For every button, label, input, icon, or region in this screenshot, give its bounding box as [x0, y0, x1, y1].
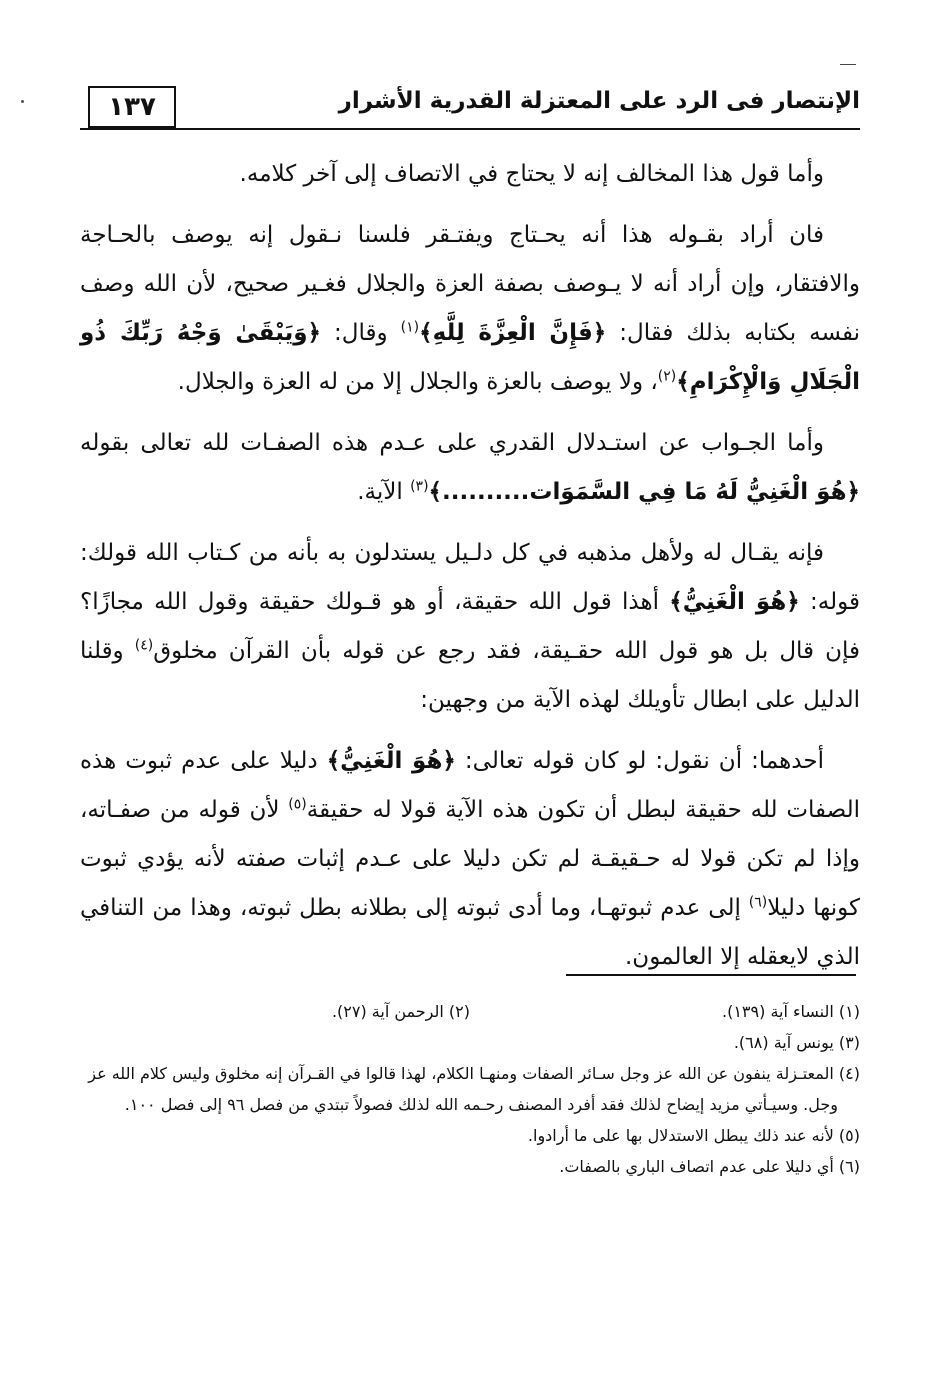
quran-verse: ﴿هُوَ الْغَنِيُّ﴾	[669, 589, 800, 615]
paragraph-1	[80, 150, 860, 199]
main-text	[80, 150, 860, 994]
paragraph-4-text-2: أهذا قول الله حقيقة، أو هو قـولك حقيقة وقول الله مجازًا؟ فإن قال بل هو قول الله حقـيقة، فقد رجع عن قوله بأن القرآن مخلوق	[80, 589, 861, 664]
paragraph-3-text-2: الآية.	[357, 479, 411, 505]
paragraph-2-text-1: فان أراد بقـوله هذا أنه يحـتاج ويفتـقر فلسنا نـقول إنه يوصف بالحـاجة والافتقار، وإن أراد أنه لا يـوصف بصفة العزة والجلال فغـير صحيح، لأن الله وصف نفسه بكتابه بذلك فقال:	[80, 222, 861, 346]
footnote-row	[80, 996, 860, 1027]
quran-verse: ﴿فَإِنَّ الْعِزَّةَ لِلَّهِ﴾	[419, 320, 607, 346]
footnote-5: (٥) لأنه عند ذلك يبطل الاستدلال بها على ما أرادوا.	[527, 1126, 860, 1145]
footnote-ref: (٢)	[657, 368, 677, 385]
quran-verse: ﴿هُوَ الْغَنِيُّ لَهُ مَا فِي السَّمَوَات..........﴾	[428, 479, 860, 505]
footnote-6: (٦) أي دليلا على عدم اتصاف الباري بالصفات.	[559, 1157, 860, 1176]
footnote-4: (٤) المعتـزلة ينفون عن الله عز وجل سـائر الصفات ومنهـا الكلام، لهذا قالوا في القـرآن إنه مخلوق وليس كلام الله عز وجل. وسيـأتي مزيد إيضاح لذلك فقد أفرد المصنف رحـمه الله لذلك فصولاً تبتدي من فصل ٩٦ إلى فصل ١٠٠.	[88, 1064, 860, 1114]
footnote-ref: (٤)	[134, 637, 154, 654]
header-rule	[80, 128, 860, 130]
paragraph-5-text-4: إلى عدم ثبوتهـا، وما أدى ثبوته إلى بطلانه بطل ثبوته، وهذا من التنافي الذي لايعقله إلا العالمون.	[80, 895, 860, 970]
quran-verse: ﴿وَيَبْقَىٰ وَجْهُ رَبِّكَ ذُو الْجَلَالِ وَالْإِكْرَامِ﴾	[80, 320, 860, 395]
top-mark	[840, 64, 856, 65]
paragraph-4	[80, 529, 860, 725]
footnote-3: (٣) يونس آية (٦٨).	[733, 1033, 860, 1052]
paragraph-5-text-2: دليلا على عدم ثبوت هذه الصفات لله حقيقة لبطل أن تكون هذه الآية قولا له حقيقة	[80, 748, 860, 823]
paragraph-5-text-1: أحدهما: أن نقول: لو كان قوله تعالى:	[455, 748, 824, 774]
footnote-1: (١) النساء آية (١٣٩).	[722, 1002, 860, 1021]
paragraph-4-text-3: وقلنا الدليل على ابطال تأويلك لهذه الآية من وجهين:	[80, 638, 860, 713]
footnote-ref: (٣)	[410, 478, 429, 495]
footnotes	[80, 996, 860, 1182]
running-title: الإنتصار فى الرد على المعتزلة القدرية الأشرار	[338, 88, 860, 114]
paragraph-1-text: وأما قول هذا المخالف إنه لا يحتاج في الاتصاف إلى آخر كلامه.	[239, 161, 824, 187]
paragraph-3-text-1: وأما الجـواب عن استـدلال القدري على عـدم هذه الصفـات لله تعالى بقوله	[80, 430, 824, 456]
footnote-ref: (١)	[400, 319, 420, 336]
paragraph-2-text-2: وقال:	[321, 320, 401, 346]
footnote-separator	[566, 974, 856, 976]
paragraph-2	[80, 211, 860, 407]
paragraph-4-text-1: فإنه يقـال له ولأهل مذهبه في كل دلـيل يستدلون به بأنه من كـتاب الله قولك: قوله:	[80, 540, 860, 615]
paragraph-5	[80, 737, 860, 982]
footnote-2: (٢) الرحمن آية (٢٧).	[331, 1002, 470, 1021]
page-number: ١٣٧	[88, 86, 176, 128]
paragraph-2-text-3: ، ولا يوصف بالعزة والجلال إلا من له العزة والجلال.	[177, 369, 658, 395]
page-header	[80, 80, 860, 130]
footnote-ref: (٥)	[288, 796, 307, 813]
footnote-ref: (٦)	[748, 894, 768, 911]
paragraph-5-text-3: لأن قوله من صفـاته، وإذا لم تكن قولا له حـقيقـة لم تكن دليلا على عـدم إثبات صفته لأنه يؤدي ثبوت كونها دليلا	[80, 797, 860, 921]
paragraph-3	[80, 419, 860, 517]
quran-verse: ﴿هُوَ الْغَنِيُّ﴾	[326, 748, 456, 774]
margin-dot	[21, 100, 24, 103]
